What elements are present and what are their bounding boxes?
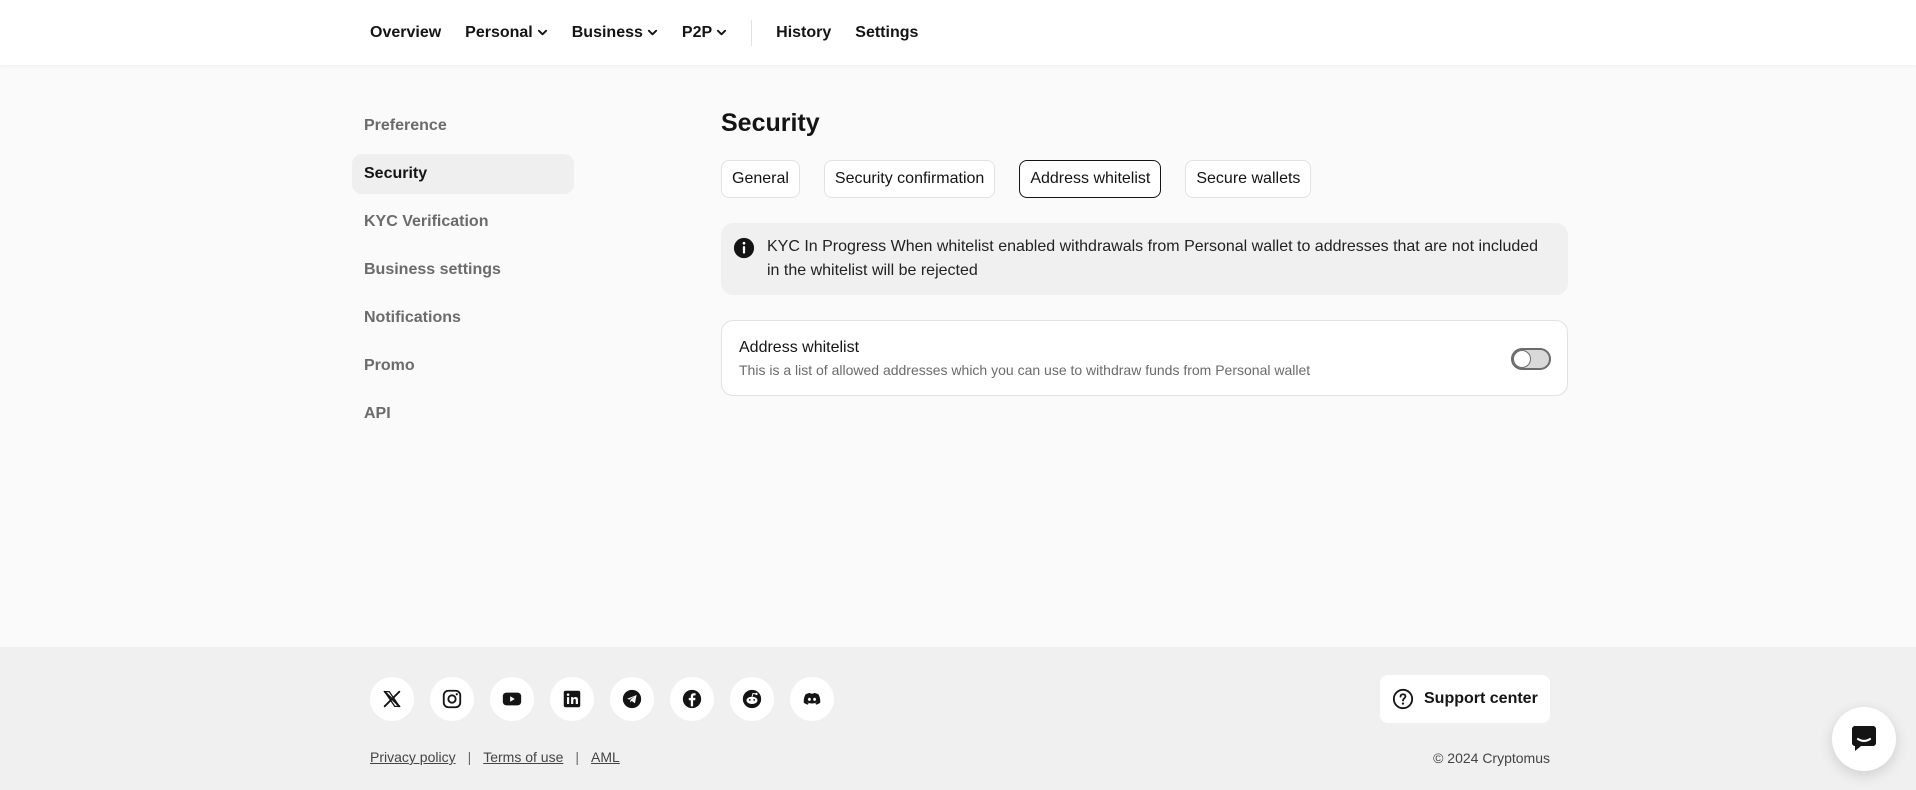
nav-p2p-label: P2P [681,23,713,41]
nav-personal-label: Personal [465,23,533,41]
chevron-down-icon [647,27,658,38]
tab-label: General [732,170,789,187]
toggle-knob [1514,351,1530,367]
security-tabs [721,160,1568,198]
nav-settings-label: Settings [855,23,919,41]
linkedin-icon[interactable] [550,677,594,721]
card-description: This is a list of allowed addresses which you can use to withdraw funds from Personal wallet [739,362,1311,378]
sidebar-item-preference[interactable] [352,106,574,146]
terms-of-use-link[interactable]: Terms of use [483,749,564,765]
settings-sidebar [352,106,574,442]
tab-security-confirmation[interactable] [824,160,995,198]
tab-secure-wallets[interactable] [1185,160,1311,198]
nav-overview-label: Overview [370,23,442,41]
aml-link[interactable]: AML [591,749,620,765]
support-center-label: Support center [1424,690,1538,707]
chat-icon [1847,722,1881,756]
page-title: Security [721,109,820,137]
nav-divider [751,20,752,46]
nav-history[interactable] [776,24,831,42]
sidebar-item-label: Promo [364,357,415,374]
info-icon [733,237,755,259]
card-title: Address whitelist [739,339,860,356]
x-icon[interactable] [370,677,414,721]
reddit-icon[interactable] [730,677,774,721]
sidebar-item-label: API [364,405,391,422]
chevron-down-icon [716,27,727,38]
discord-icon[interactable] [790,677,834,721]
instagram-icon[interactable] [430,677,474,721]
link-divider: | [575,749,580,765]
address-whitelist-card [721,320,1568,396]
nav-business[interactable] [572,24,658,42]
sidebar-item-security[interactable] [352,154,574,194]
sidebar-item-label: KYC Verification [364,213,489,230]
support-center-button[interactable] [1380,675,1550,723]
nav-p2p[interactable] [682,24,727,42]
info-text: KYC In Progress When whitelist enabled withdrawals from Personal wallet to addresses that are not included in the whitelist will be rejected [767,238,1539,279]
main-content [721,106,1568,396]
tab-label: Security confirmation [834,170,985,187]
tab-label: Address whitelist [1030,170,1151,187]
social-links [370,677,850,721]
link-divider: | [467,749,472,765]
tab-label: Secure wallets [1196,170,1301,187]
nav-overview[interactable] [370,24,441,42]
nav-history-label: History [776,23,832,41]
sidebar-item-api[interactable] [352,394,574,434]
copyright: © 2024 Cryptomus [1433,750,1550,766]
chevron-down-icon [537,27,548,38]
sidebar-item-kyc-verification[interactable] [352,202,574,242]
help-circle-icon [1392,688,1414,710]
tab-general[interactable] [721,160,800,198]
youtube-icon[interactable] [490,677,534,721]
top-header [0,0,1916,65]
legal-links [370,749,620,765]
sidebar-item-notifications[interactable] [352,298,574,338]
tab-address-whitelist[interactable] [1019,160,1161,198]
sidebar-item-business-settings[interactable] [352,250,574,290]
nav-settings[interactable] [855,24,918,42]
sidebar-item-label: Preference [364,117,447,134]
facebook-icon[interactable] [670,677,714,721]
footer [0,647,1916,790]
info-banner [721,223,1568,295]
nav-personal[interactable] [465,24,548,42]
sidebar-item-label: Security [364,165,428,182]
chat-button[interactable] [1832,707,1896,771]
nav-business-label: Business [571,23,643,41]
whitelist-toggle[interactable] [1511,348,1551,370]
main-nav [370,0,942,65]
privacy-policy-link[interactable]: Privacy policy [370,749,456,765]
telegram-icon[interactable] [610,677,654,721]
sidebar-item-label: Business settings [364,261,501,278]
sidebar-item-promo[interactable] [352,346,574,386]
sidebar-item-label: Notifications [364,309,461,326]
